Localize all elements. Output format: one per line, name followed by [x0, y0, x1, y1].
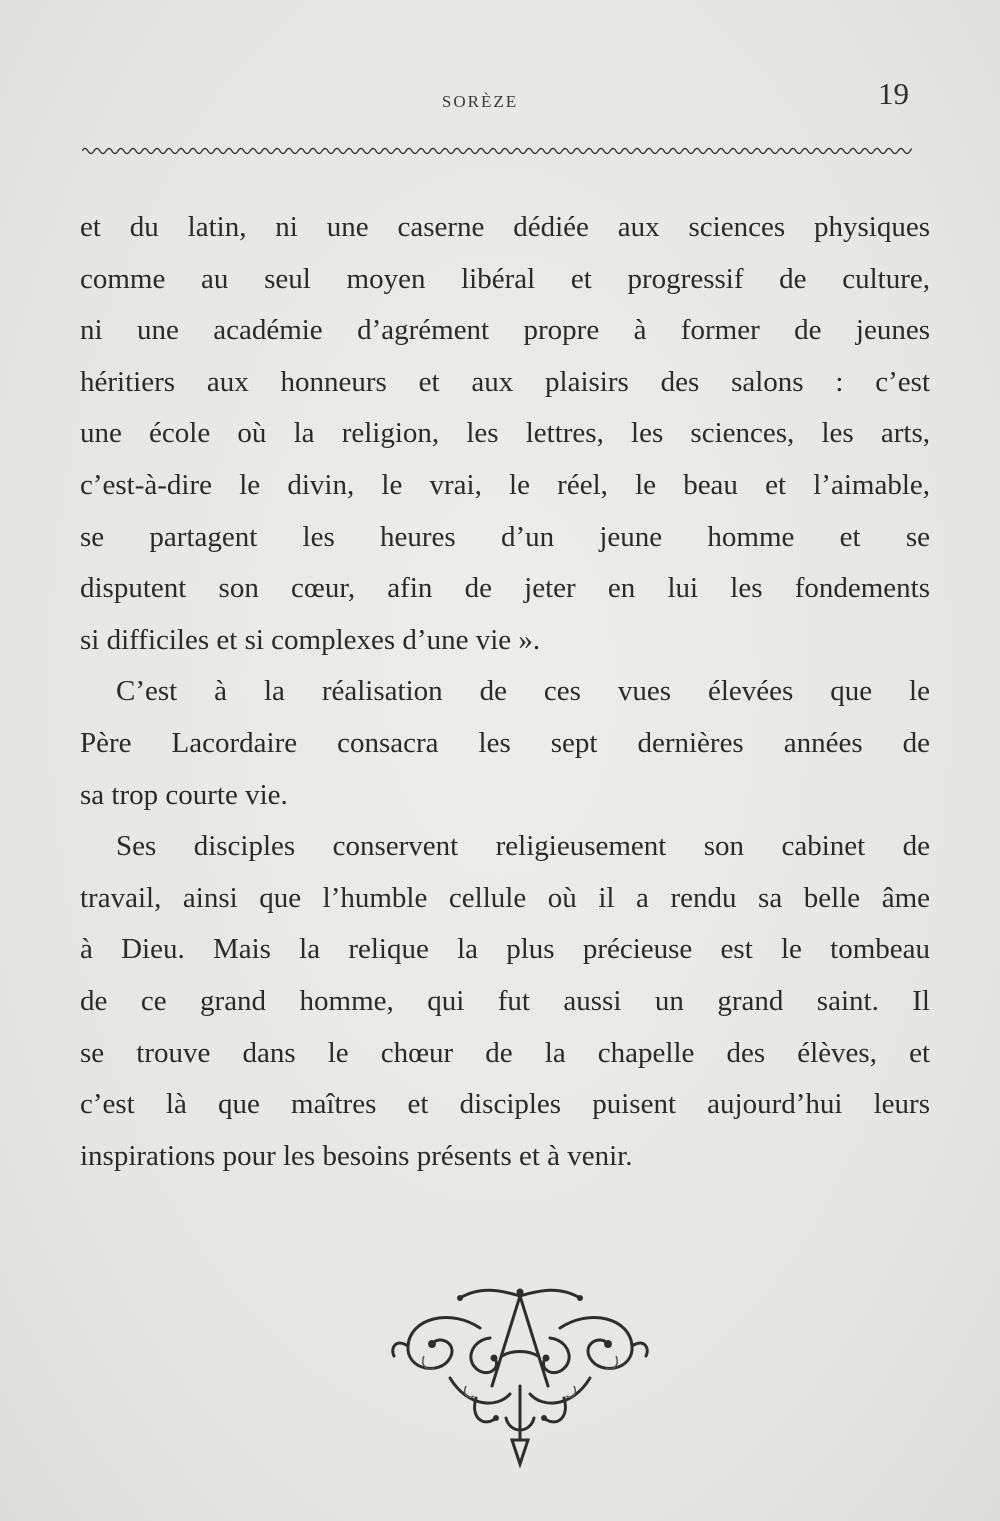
text-line: Ses disciples conservent religieusement son cabinet de: [116, 830, 930, 863]
text-line: Père Lacordaire consacra les sept dernières années de: [80, 726, 930, 759]
text-line: disputent son cœur, afin de jeter en lui les fondements: [80, 572, 930, 605]
ornament-monogram-icon: [380, 1268, 660, 1478]
text-line: et du latin, ni une caserne dédiée aux sciences physiques: [80, 211, 930, 243]
running-title: SORÈZE: [441, 92, 519, 111]
text-line: C’est à la réalisation de ces vues élevées que le: [116, 675, 930, 708]
text-line: se trouve dans le chœur de la chapelle des élèves, et: [80, 1036, 930, 1069]
text-line: une école où la religion, les lettres, les sciences, les arts,: [80, 417, 930, 450]
text-line: héritiers aux honneurs et aux plaisirs des salons : c’est: [80, 365, 930, 398]
text-line: inspirations pour les besoins présents et à venir.: [80, 1139, 633, 1172]
text-line: si difficiles et si complexes d’une vie ».: [80, 623, 541, 656]
paragraph-1: [80, 202, 930, 666]
text-line: sa trop courte vie.: [80, 778, 288, 811]
text-line: de ce grand homme, qui fut aussi un grand saint. Il: [80, 984, 930, 1017]
paragraph-3: [80, 821, 930, 1182]
text-line: à Dieu. Mais la relique la plus précieuse est le tombeau: [80, 933, 930, 966]
paragraph-2: [80, 666, 930, 821]
body-text: [80, 202, 930, 1182]
text-line: travail, ainsi que l’humble cellule où il a rendu sa belle âme: [80, 881, 930, 914]
text-line: c’est-à-dire le divin, le vrai, le réel, le beau et l’aimable,: [80, 468, 930, 501]
text-line: c’est là que maîtres et disciples puisent aujourd’hui leurs: [80, 1088, 930, 1121]
wavy-rule-icon: [82, 142, 912, 160]
text-line: ni une académie d’agrément propre à former de jeunes: [80, 314, 930, 347]
text-line: se partagent les heures d’un jeune homme et se: [80, 520, 930, 553]
text-line: comme au seul moyen libéral et progressif de culture,: [80, 262, 930, 295]
page-number: 19: [878, 76, 909, 111]
